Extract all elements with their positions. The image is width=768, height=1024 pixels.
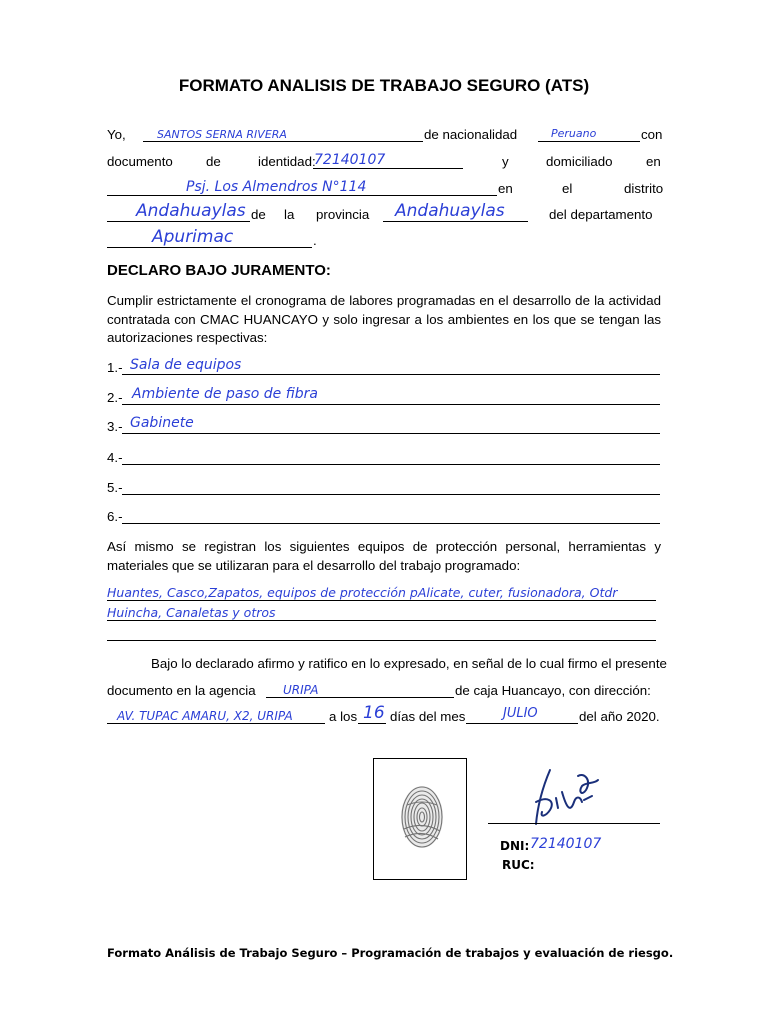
agency-line xyxy=(266,697,454,698)
label-de-caja: de caja Huancayo, con dirección: xyxy=(455,683,651,698)
period: . xyxy=(313,233,317,248)
department-value[interactable]: Apurimac xyxy=(152,227,234,247)
address-line xyxy=(107,195,497,196)
nationality-line xyxy=(538,141,640,142)
nationality-value[interactable]: Peruano xyxy=(551,127,597,140)
page-title: FORMATO ANALISIS DE TRABAJO SEGURO (ATS) xyxy=(178,76,590,95)
declaration-heading: DECLARO BAJO JURAMENTO: xyxy=(107,262,331,279)
label-en2: en xyxy=(498,181,513,196)
area-6-line xyxy=(122,523,660,524)
label-domiciliado: domiciliado xyxy=(546,154,613,169)
signature-icon xyxy=(520,762,610,830)
label-a-los: a los xyxy=(329,709,358,724)
label-nacionalidad: de nacionalidad xyxy=(424,127,518,142)
area-5-line xyxy=(122,494,660,495)
id-value[interactable]: 72140107 xyxy=(314,152,386,168)
area-2-line xyxy=(122,404,660,405)
area-1-line xyxy=(122,374,660,375)
closing-address-line xyxy=(107,723,325,724)
day-line xyxy=(358,723,386,724)
label-documento-agencia: documento en la agencia xyxy=(107,683,256,698)
district-value[interactable]: Andahuaylas xyxy=(136,201,246,221)
area-5-label: 5.- xyxy=(107,480,123,495)
department-line xyxy=(107,247,312,248)
area-3-label: 3.- xyxy=(107,419,123,434)
signature-line xyxy=(488,823,660,824)
label-yo: Yo, xyxy=(107,127,126,142)
address-value[interactable]: Psj. Los Almendros N°114 xyxy=(186,179,367,195)
area-6-label: 6.- xyxy=(107,509,123,524)
area-2-label: 2.- xyxy=(107,390,123,405)
label-de: de xyxy=(206,154,221,169)
name-value[interactable]: SANTOS SERNA RIVERA xyxy=(157,128,287,141)
label-con: con xyxy=(641,127,663,142)
equipment-text: Así mismo se registran los siguientes equipos de protección personal, herramientas y materiales que se utilizaran para el desarrollo del trabajo programado: xyxy=(107,539,661,573)
month-value[interactable]: JULIO xyxy=(503,706,538,721)
area-1-value[interactable]: Sala de equipos xyxy=(130,357,242,373)
equipment-line-2 xyxy=(107,620,656,621)
area-2-value[interactable]: Ambiente de paso de fibra xyxy=(132,386,318,402)
label-de-la: de xyxy=(251,207,266,222)
page-footer: Formato Análisis de Trabajo Seguro – Programación de trabajos y evaluación de riesgo. xyxy=(107,946,674,960)
area-4-label: 4.- xyxy=(107,450,123,465)
ruc-label: RUC: xyxy=(502,858,535,872)
province-value[interactable]: Andahuaylas xyxy=(395,201,505,221)
equipment-line-3 xyxy=(107,640,656,641)
label-dias-mes: días del mes xyxy=(390,709,466,724)
month-line xyxy=(466,723,578,724)
dni-value[interactable]: 72140107 xyxy=(530,836,602,852)
name-line xyxy=(143,141,423,142)
equipment-value-2[interactable]: Huincha, Canaletas y otros xyxy=(107,605,276,620)
area-3-line xyxy=(122,433,660,434)
label-identidad: identidad: xyxy=(258,154,316,169)
area-3-value[interactable]: Gabinete xyxy=(130,415,194,431)
province-line xyxy=(383,221,528,222)
area-4-line xyxy=(122,464,660,465)
day-value[interactable]: 16 xyxy=(363,703,385,723)
district-line xyxy=(107,221,250,222)
area-1-label: 1.- xyxy=(107,360,123,375)
label-departamento: del departamento xyxy=(549,207,653,222)
label-distrito: distrito xyxy=(624,181,664,196)
fingerprint-box xyxy=(373,758,467,880)
label-en: en xyxy=(646,154,661,169)
declaration-text: Cumplir estrictamente el cronograma de labores programadas en el desarrollo de la actividad contratada con CMAC HUANCAYO y solo ingresar a los ambientes en los que se tengan las autorizaciones respectivas: xyxy=(107,293,661,345)
equipment-line-1 xyxy=(107,600,656,601)
closing-address-value[interactable]: AV. TUPAC AMARU, X2, URIPA xyxy=(117,709,293,723)
id-line xyxy=(313,168,463,169)
label-el: el xyxy=(562,181,573,196)
fingerprint-icon xyxy=(374,759,465,878)
label-y: y xyxy=(502,154,509,169)
closing-line-1: Bajo lo declarado afirmo y ratifico en lo expresado, en señal de lo cual firmo el presente xyxy=(151,656,667,671)
label-del-anio: del año 2020. xyxy=(579,709,660,724)
agency-value[interactable]: URIPA xyxy=(283,683,319,697)
label-documento: documento xyxy=(107,154,173,169)
dni-label: DNI: xyxy=(500,839,530,853)
label-la: la xyxy=(284,207,295,222)
label-provincia: provincia xyxy=(316,207,370,222)
equipment-value-1[interactable]: Huantes, Casco,Zapatos, equipos de protección pAlicate, cuter, fusionadora, Otdr xyxy=(107,585,618,600)
